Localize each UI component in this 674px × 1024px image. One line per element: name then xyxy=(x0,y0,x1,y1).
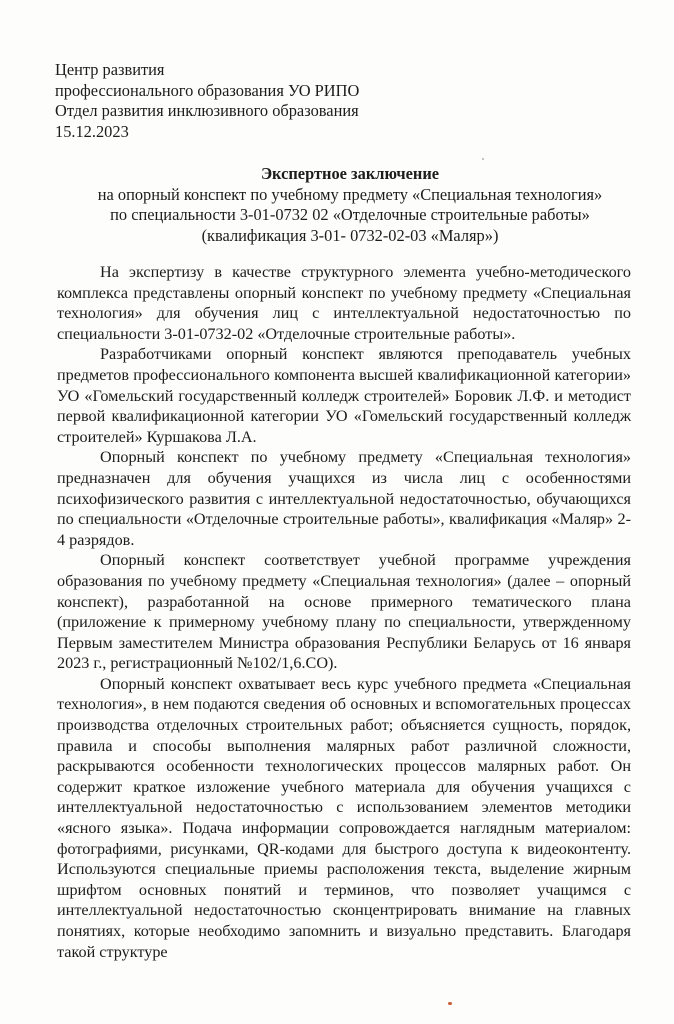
paragraph-developers: Разработчиками опорный конспект являются преподаватель учебных предметов профессионального компонента высшей квалификационной категории» УО «Гомельский государственный колледж строителей» Боровик Л.Ф. и методист первой квалификационной категории УО «Гомельский государственный колледж строителей» Куршакова Л.А. xyxy=(57,345,631,446)
document-body xyxy=(57,262,631,962)
header-line-organization: профессионального образования УО РИПО xyxy=(55,80,360,100)
organization-header xyxy=(55,60,359,142)
paragraph-content: Опорный конспект охватывает весь курс учебного предмета «Специальная технология», в нем подаются сведения об основных и вспомогательных процессах производства отделочных строительных работ; объясняется сущность, порядок, правила и способы выполнения малярных работ различной сложности, раскрываются особенности технологических процессов малярных работ. Он содержит краткое изложение учебного материала для обучения учащихся с интеллектуальной недостаточностью с использованием элементов методики «ясного языка». Подача информации сопровождается наглядным материалом: фотографиями, рисунками, QR-кодами для быстрого доступа к видеоконтенту. Используются специальные приемы расположения текста, выделение жирным шрифтом основных понятий и терминов, что позволяет учащимся с интеллектуальной недостаточностью сконцентрировать внимание на главных понятиях, которые необходимо запомнить и визуально представить. Благодаря такой структуре xyxy=(57,674,631,961)
scan-speck-top xyxy=(482,158,484,160)
header-line-department: Отдел развития инклюзивного образования xyxy=(55,101,359,120)
header-line-center: Центр развития xyxy=(55,60,165,79)
subtitle-line-qualification: (квалификация 3-01- 0732-02-03 «Маляр») xyxy=(201,225,499,245)
subtitle-line-subject: на опорный конспект по учебному предмету «Специальная технология» xyxy=(97,184,603,204)
paragraph-purpose: Опорный конспект по учебному предмету «Специальная технология» предназначен для обучения учащихся из числа лиц с особенностями психофизического развития с интеллектуальной недостаточностью, обучающихся по специальности «Отделочные строительные работы», квалификация «Маляр» 2-4 разрядов. xyxy=(57,448,631,549)
header-line-date: 15.12.2023 xyxy=(55,121,129,141)
scan-speck-bottom xyxy=(448,1002,452,1005)
title-block xyxy=(40,164,660,246)
subtitle-line-specialty: по специальности 3-01-0732 02 «Отделочные строительные работы» xyxy=(110,205,590,224)
document-title: Экспертное заключение xyxy=(260,164,440,183)
paragraph-expertise: На экспертизу в качестве структурного элемента учебно-методического комплекса представлены опорный конспект по учебному предмету «Специальная технология» для обучения лиц с интеллектуальной недостаточностью по специальности 3-01-0732-02 «Отделочные строительные работы». xyxy=(57,263,631,343)
paragraph-compliance: Опорный конспект соответствует учебной программе учреждения образования по учебному предмету «Специальная технология» (далее – опорный конспект), разработанной на основе примерного тематического плана (приложение к примерному учебному плану по специальности, утвержденному Первым заместителем Министра образования Республики Беларусь от 16 января 2023 г., регистрационный №102/1,6.СО). xyxy=(57,551,631,673)
